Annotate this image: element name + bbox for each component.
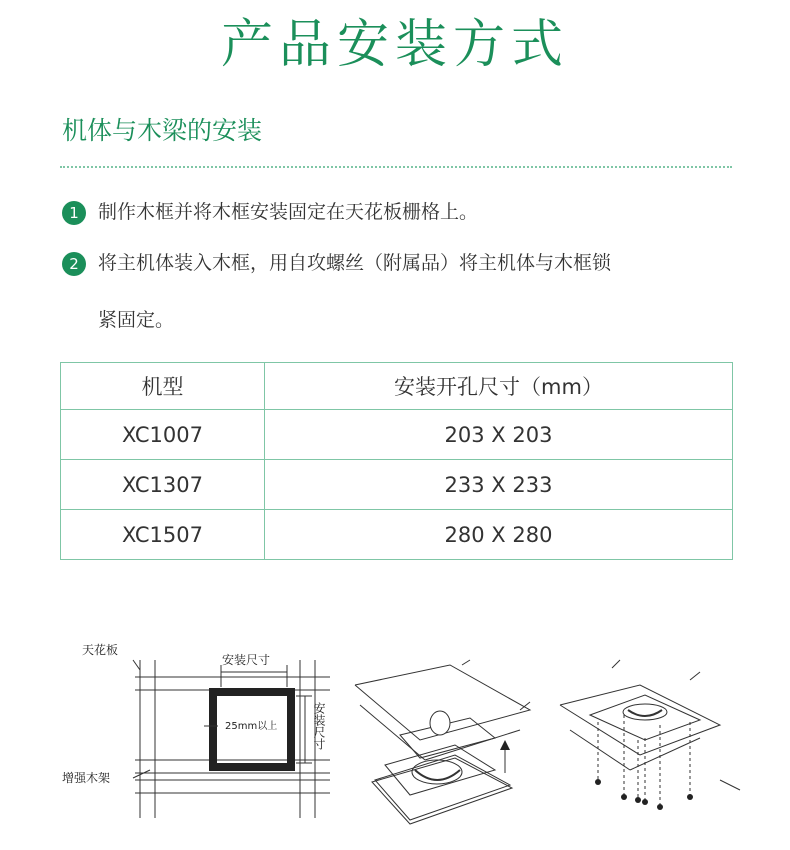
table-row: [61, 410, 733, 460]
dotted-divider: [60, 166, 732, 168]
section-title: 机体与木梁的安装: [62, 116, 263, 145]
table-cell-model: XC1507: [61, 510, 265, 560]
arrow-up-icon: [500, 740, 510, 750]
label-size-top: 安装尺寸: [222, 653, 271, 667]
table-cell-model: XC1007: [61, 410, 265, 460]
spec-table: [60, 362, 733, 560]
label-size-side: 安装尺寸: [312, 702, 326, 750]
perspective-install-diagram: [355, 660, 530, 824]
label-frame: 增强木架: [62, 771, 111, 785]
table-row: [61, 460, 733, 510]
table-cell-size: 280 X 280: [265, 510, 733, 560]
screw-icon: [595, 779, 693, 810]
label-ceiling: 天花板: [82, 643, 119, 657]
step-1: [62, 199, 478, 225]
table-cell-size: 203 X 203: [265, 410, 733, 460]
step-number-badge: 1: [62, 201, 86, 225]
table-cell-model: XC1307: [61, 460, 265, 510]
page-title: 产品安装方式: [220, 15, 569, 75]
step-2-continuation: 紧固定。: [98, 309, 175, 331]
step-number-badge: 2: [62, 252, 86, 276]
table-header-cell: 安装开孔尺寸（mm）: [265, 363, 733, 410]
table-header-cell: 机型: [61, 363, 265, 410]
table-header-row: [61, 363, 733, 410]
label-min-distance: 25mm以上: [225, 721, 278, 732]
installation-diagrams: [0, 630, 790, 850]
screw-mount-diagram: [560, 660, 740, 805]
table-row: [61, 510, 733, 560]
step-text: 制作木框并将木框安装固定在天花板栅格上。: [98, 201, 479, 223]
table-cell-size: 233 X 233: [265, 460, 733, 510]
step-2: [62, 250, 611, 276]
step-text: 将主机体装入木框，用自攻螺丝（附属品）将主机体与木框锁: [98, 252, 612, 274]
frame-plan-diagram: [133, 660, 330, 818]
